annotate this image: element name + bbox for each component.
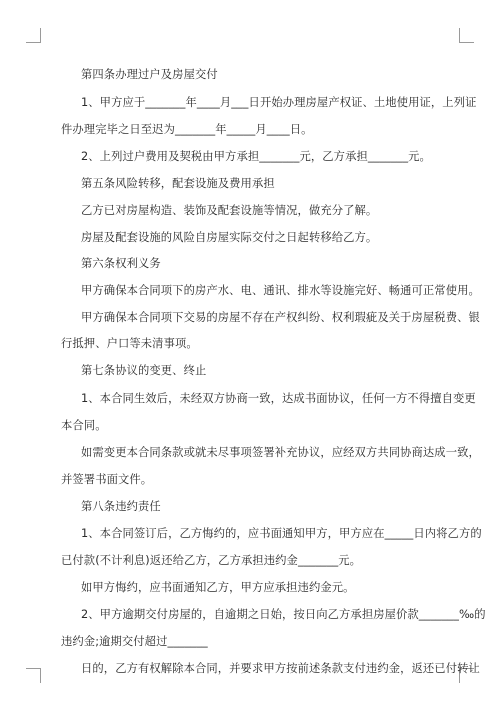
- heading-article-6: 第六条权利义务: [81, 257, 161, 270]
- paragraph-line: 1、甲方应于_______年____月___日开始办理房屋产权证、土地使用证，上列证: [81, 96, 477, 109]
- paragraph-line: 房屋及配套设施的风险自房屋实际交付之日起转移给乙方。: [81, 231, 378, 244]
- paragraph-line: 1、本合同生效后，未经双方协商一致，达成书面协议，任何一方不得擅自变更: [81, 392, 476, 405]
- paragraph-line: 违约金;逾期交付超过_______: [61, 635, 208, 648]
- paragraph-line: 2、上列过户费用及契税由甲方承担_______元，乙方承担_______元。: [81, 150, 431, 163]
- paragraph-line: 如需变更本合同条款或就未尽事项签署补充协议，应经双方共同协商达成一致，: [81, 446, 480, 459]
- heading-article-5: 第五条风险转移，配套设施及费用承担: [81, 177, 275, 190]
- paragraph-line: 已付款(不计利息)返还给乙方，乙方承担违约金_______元。: [61, 554, 361, 567]
- crop-mark-top-left: [26, 28, 41, 43]
- heading-article-7: 第七条协议的变更、终止: [81, 364, 207, 377]
- paragraph-line: 2、甲方逾期交付房屋的，自逾期之日始，按日向乙方承担房屋价款_______‰的: [81, 608, 486, 621]
- paragraph-line: 1、本合同签订后，乙方悔约的，应书面通知甲方，甲方应在_____日内将乙方的: [81, 527, 482, 540]
- heading-article-4: 第四条办理过户及房屋交付: [81, 68, 218, 81]
- crop-mark-top-right: [459, 28, 474, 43]
- paragraph-line: 并签署书面文件。: [61, 473, 153, 486]
- paragraph-line: 甲方确保本合同项下的房产水、电、通讯、排水等设施完好、畅通可正常使用。: [81, 284, 480, 297]
- paragraph-line: 行抵押、户口等未清事项。: [61, 337, 198, 350]
- paragraph-line: 日的，乙方有权解除本合同，并要求甲方按前述条款支付违约金，返还已付转让: [81, 662, 480, 675]
- paragraph-line: 甲方确保本合同项下交易的房屋不存在产权纠纷、权利瑕疵及关于房屋税费、银: [81, 311, 480, 324]
- paragraph-line: 件办理完毕之日至迟为_______年_____月____日。: [61, 123, 313, 136]
- paragraph-line: 乙方已对房屋构造、装饰及配套设施等情况，做充分了解。: [81, 204, 378, 217]
- paragraph-line: 本合同。: [61, 419, 107, 432]
- crop-mark-bottom-left: [26, 668, 41, 683]
- heading-article-8: 第八条违约责任: [81, 500, 161, 513]
- paragraph-line: 如甲方悔约，应书面通知乙方，甲方应承担违约金元。: [81, 581, 355, 594]
